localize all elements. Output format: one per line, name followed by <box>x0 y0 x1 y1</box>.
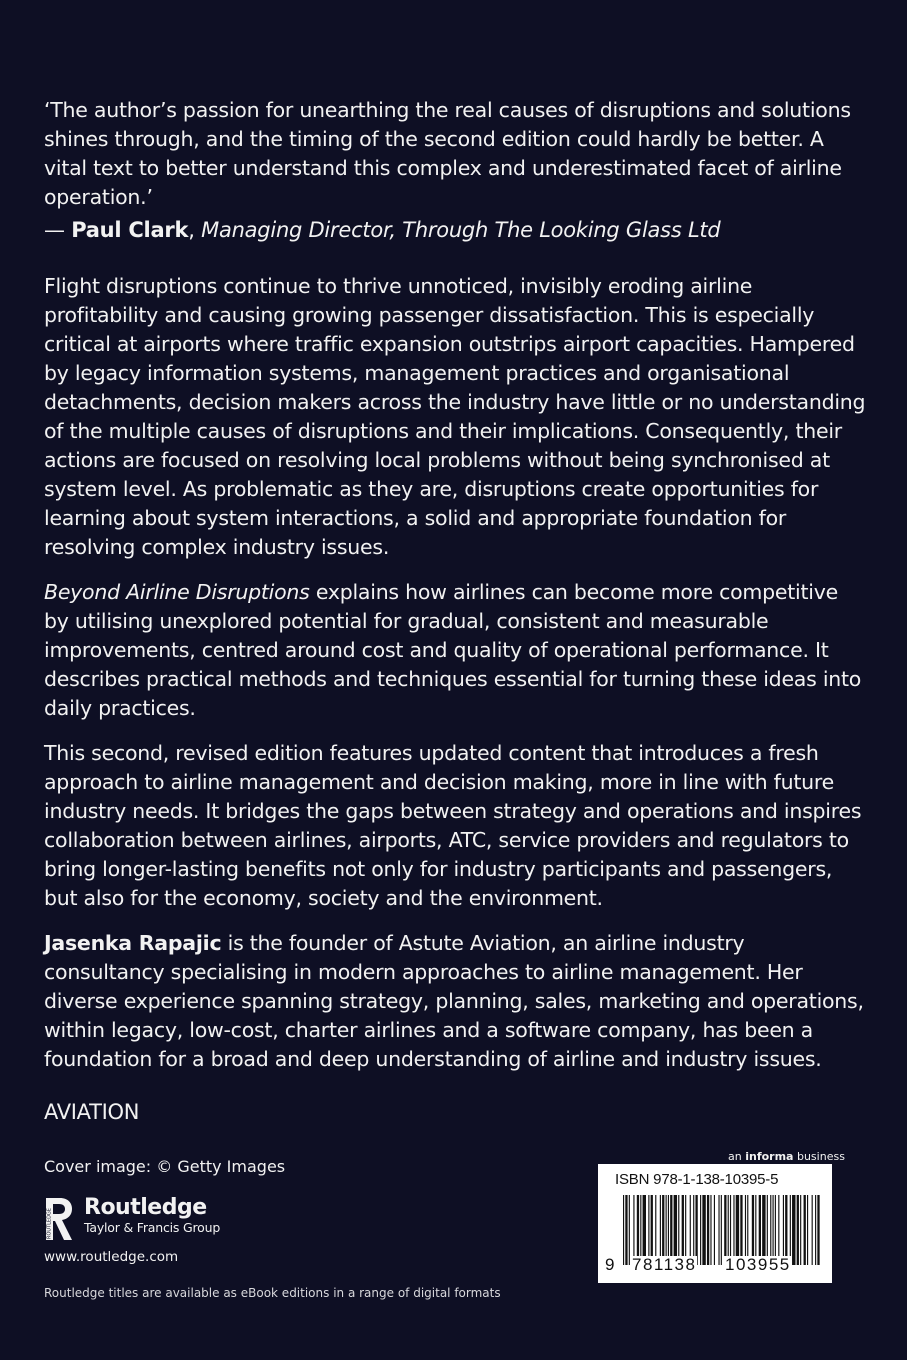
barcode-bar <box>714 1195 715 1265</box>
ebook-note: Routledge titles are available as eBook editions in a range of digital formats <box>44 1286 501 1300</box>
informa-prefix: an <box>728 1150 746 1163</box>
back-cover-text <box>44 96 866 1090</box>
informa-suffix: business <box>793 1150 845 1163</box>
isbn-barcode <box>598 1164 832 1283</box>
subject-category: AVIATION <box>44 1100 140 1124</box>
barcode-bar <box>700 1195 701 1265</box>
endorser-title: Managing Director, Through The Looking Glass Ltd <box>201 218 721 242</box>
barcode-bar <box>707 1195 709 1265</box>
publisher-website: www.routledge.com <box>44 1249 179 1265</box>
endorser-name: Paul Clark <box>71 218 189 242</box>
barcode-bar <box>623 1195 624 1265</box>
barcode-bar <box>792 1195 795 1265</box>
endorsement-attribution <box>44 216 866 245</box>
author-bio <box>44 929 866 1074</box>
barcode-bar <box>800 1195 801 1265</box>
cover-image-credit: Cover image: © Getty Images <box>44 1157 286 1176</box>
barcode-bar <box>807 1195 808 1265</box>
endorsement-quote: ‘The author’s passion for unearthing the real causes of disruptions and solutions shines through, and the timing of the second edition could hardly be better. A vital text to better understand this complex and underestimated facet of airline operation.’ <box>44 98 851 209</box>
description-paragraph-2 <box>44 578 866 723</box>
logo-vertical-text: ROUTLEDGE <box>46 1208 53 1239</box>
attribution-separator: , <box>188 218 202 242</box>
publisher-name: Routledge <box>84 1195 207 1220</box>
paragraph-2-rest: explains how airlines can become more competitive by utilising unexplored potential for gradual, consistent and measurable improvements, centred around cost and quality of operational performance. It describes practical methods and techniques essential for turning these ideas into daily practices. <box>44 580 862 720</box>
description-paragraph-3: This second, revised edition features updated content that introduces a fresh approach to airline management and decision making, more in line with future industry needs. It bridges the gaps between strategy and operations and inspires collaboration between airlines, airports, ATC, service providers and regulators to bring longer-lasting benefits not only for industry participants and passengers, but also for the economy, society and the environment. <box>44 741 862 910</box>
attribution-dash: — <box>44 218 72 242</box>
description-paragraph-1: Flight disruptions continue to thrive unnoticed, invisibly eroding airline profitability and causing growing passenger dissatisfaction. This is especially critical at airports where traffic expansion outstrips airport capacities. Hampered by legacy information systems, management practices and organisational detachments, decision makers across the industry have little or no understanding of the multiple causes of disruptions and their implications. Consequently, their actions are focused on resolving local problems without being synchronised at system level. As problematic as they are, disruptions create opportunities for learning about system interactions, a solid and appropriate foundation for resolving complex industry issues. <box>44 274 866 559</box>
author-name: Jasenka Rapajic <box>44 931 222 955</box>
barcode-bar <box>815 1195 816 1265</box>
barcode-bar <box>702 1195 705 1265</box>
barcode-digit-first: 9 <box>605 1255 615 1274</box>
informa-brand: informa <box>745 1150 794 1163</box>
author-bio-text: is the founder of Astute Aviation, an airline industry consultancy specialising in modern approaches to airline management. Her diverse experience spanning strategy, planning, sales, marketing and operations, within legacy, low-cost, charter airlines and a software company, has been a foundation for a broad and deep understanding of airline and industry issues. <box>44 931 864 1071</box>
barcode-digits-right: 103955 <box>725 1255 791 1274</box>
barcode-bar <box>797 1195 799 1265</box>
barcode-bar <box>721 1195 722 1265</box>
barcode-bar <box>629 1195 630 1265</box>
routledge-logo-icon <box>44 1196 74 1242</box>
isbn-label: ISBN 978-1-138-10395-5 <box>615 1171 779 1188</box>
barcode-bar <box>710 1195 711 1265</box>
barcode-digits-left: 781138 <box>632 1255 697 1274</box>
barcode-bar <box>804 1195 806 1265</box>
barcode-bar <box>812 1195 813 1265</box>
barcode-bar <box>718 1195 719 1265</box>
publisher-group: Taylor & Francis Group <box>84 1220 221 1235</box>
publisher-text <box>84 1196 220 1236</box>
book-title-italic: Beyond Airline Disruptions <box>44 580 310 604</box>
barcode-bar <box>817 1195 819 1265</box>
publisher-logo <box>44 1196 220 1242</box>
barcode-bar <box>625 1195 627 1265</box>
informa-tagline <box>728 1150 845 1163</box>
